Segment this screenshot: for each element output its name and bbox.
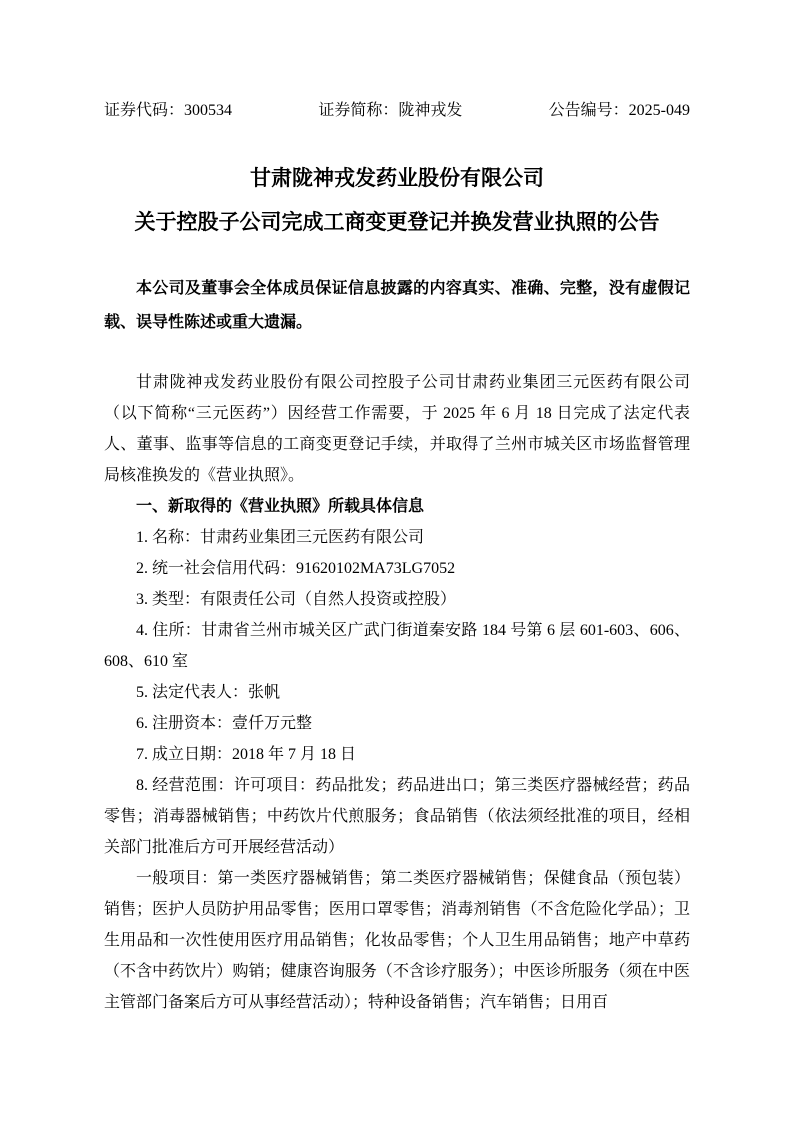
license-item-type: 3. 类型：有限责任公司（自然人投资或控股） — [136, 591, 457, 608]
securities-code-text: 证券代码：300534 — [104, 102, 233, 119]
license-item-name: 1. 名称：甘肃药业集团三元医药有限公司 — [136, 529, 425, 546]
document-header — [104, 100, 690, 122]
license-item-registered-capital: 6. 注册资本：壹仟万元整 — [136, 715, 313, 732]
securities-abbr-text: 证券简称：陇神戎发 — [318, 102, 463, 119]
company-title: 甘肃陇神戎发药业股份有限公司 — [250, 166, 544, 190]
document-body — [104, 367, 690, 1018]
license-item-credit-code: 2. 统一社会信用代码：91620102MA73LG7052 — [136, 560, 456, 577]
license-item-address: 4. 住所：甘肃省兰州市城关区广武门街道秦安路 184 号第 6 层 601-603、606、608、610 室 — [104, 622, 690, 670]
section1-heading: 一、新取得的《营业执照》所载具体信息 — [136, 498, 425, 515]
intro-paragraph: 甘肃陇神戎发药业股份有限公司控股子公司甘肃药业集团三元医药有限公司（以下简称“三元医药”）因经营工作需要，于 2025 年 6 月 18 日完成了法定代表人、董事、监事等信息的工商变更登记手续，并取得了兰州市城关区市场监督管理局核准换发的《营业执照》。 — [104, 374, 690, 484]
disclaimer-paragraph: 本公司及董事会全体成员保证信息披露的内容真实、准确、完整，没有虚假记载、误导性陈述或重大遗漏。 — [104, 280, 690, 331]
general-items-paragraph: 一般项目：第一类医疗器械销售；第二类医疗器械销售；保健食品（预包装）销售；医护人员防护用品零售；医用口罩零售；消毒剂销售（不含危险化学品）；卫生用品和一次性使用医疗用品销售；化妆品零售；个人卫生用品销售；地产中草药（不含中药饮片）购销；健康咨询服务（不含诊疗服务）；中医诊所服务（须在中医主管部门备案后方可从事经营活动）；特种设备销售；汽车销售；日用百 — [104, 870, 690, 1011]
license-item-business-scope: 8. 经营范围：许可项目：药品批发；药品进出口；第三类医疗器械经营；药品零售；消毒器械销售；中药饮片代煎服务；食品销售（依法须经批准的项目，经相关部门批准后方可开展经营活动） — [104, 777, 690, 856]
announcement-title: 关于控股子公司完成工商变更登记并换发营业执照的公告 — [134, 210, 660, 234]
license-item-legal-representative: 5. 法定代表人：张帆 — [136, 684, 281, 701]
announcement-number-text: 公告编号：2025-049 — [548, 102, 690, 119]
title-block — [104, 156, 690, 244]
license-item-establishment-date: 7. 成立日期：2018 年 7 月 18 日 — [136, 746, 357, 763]
